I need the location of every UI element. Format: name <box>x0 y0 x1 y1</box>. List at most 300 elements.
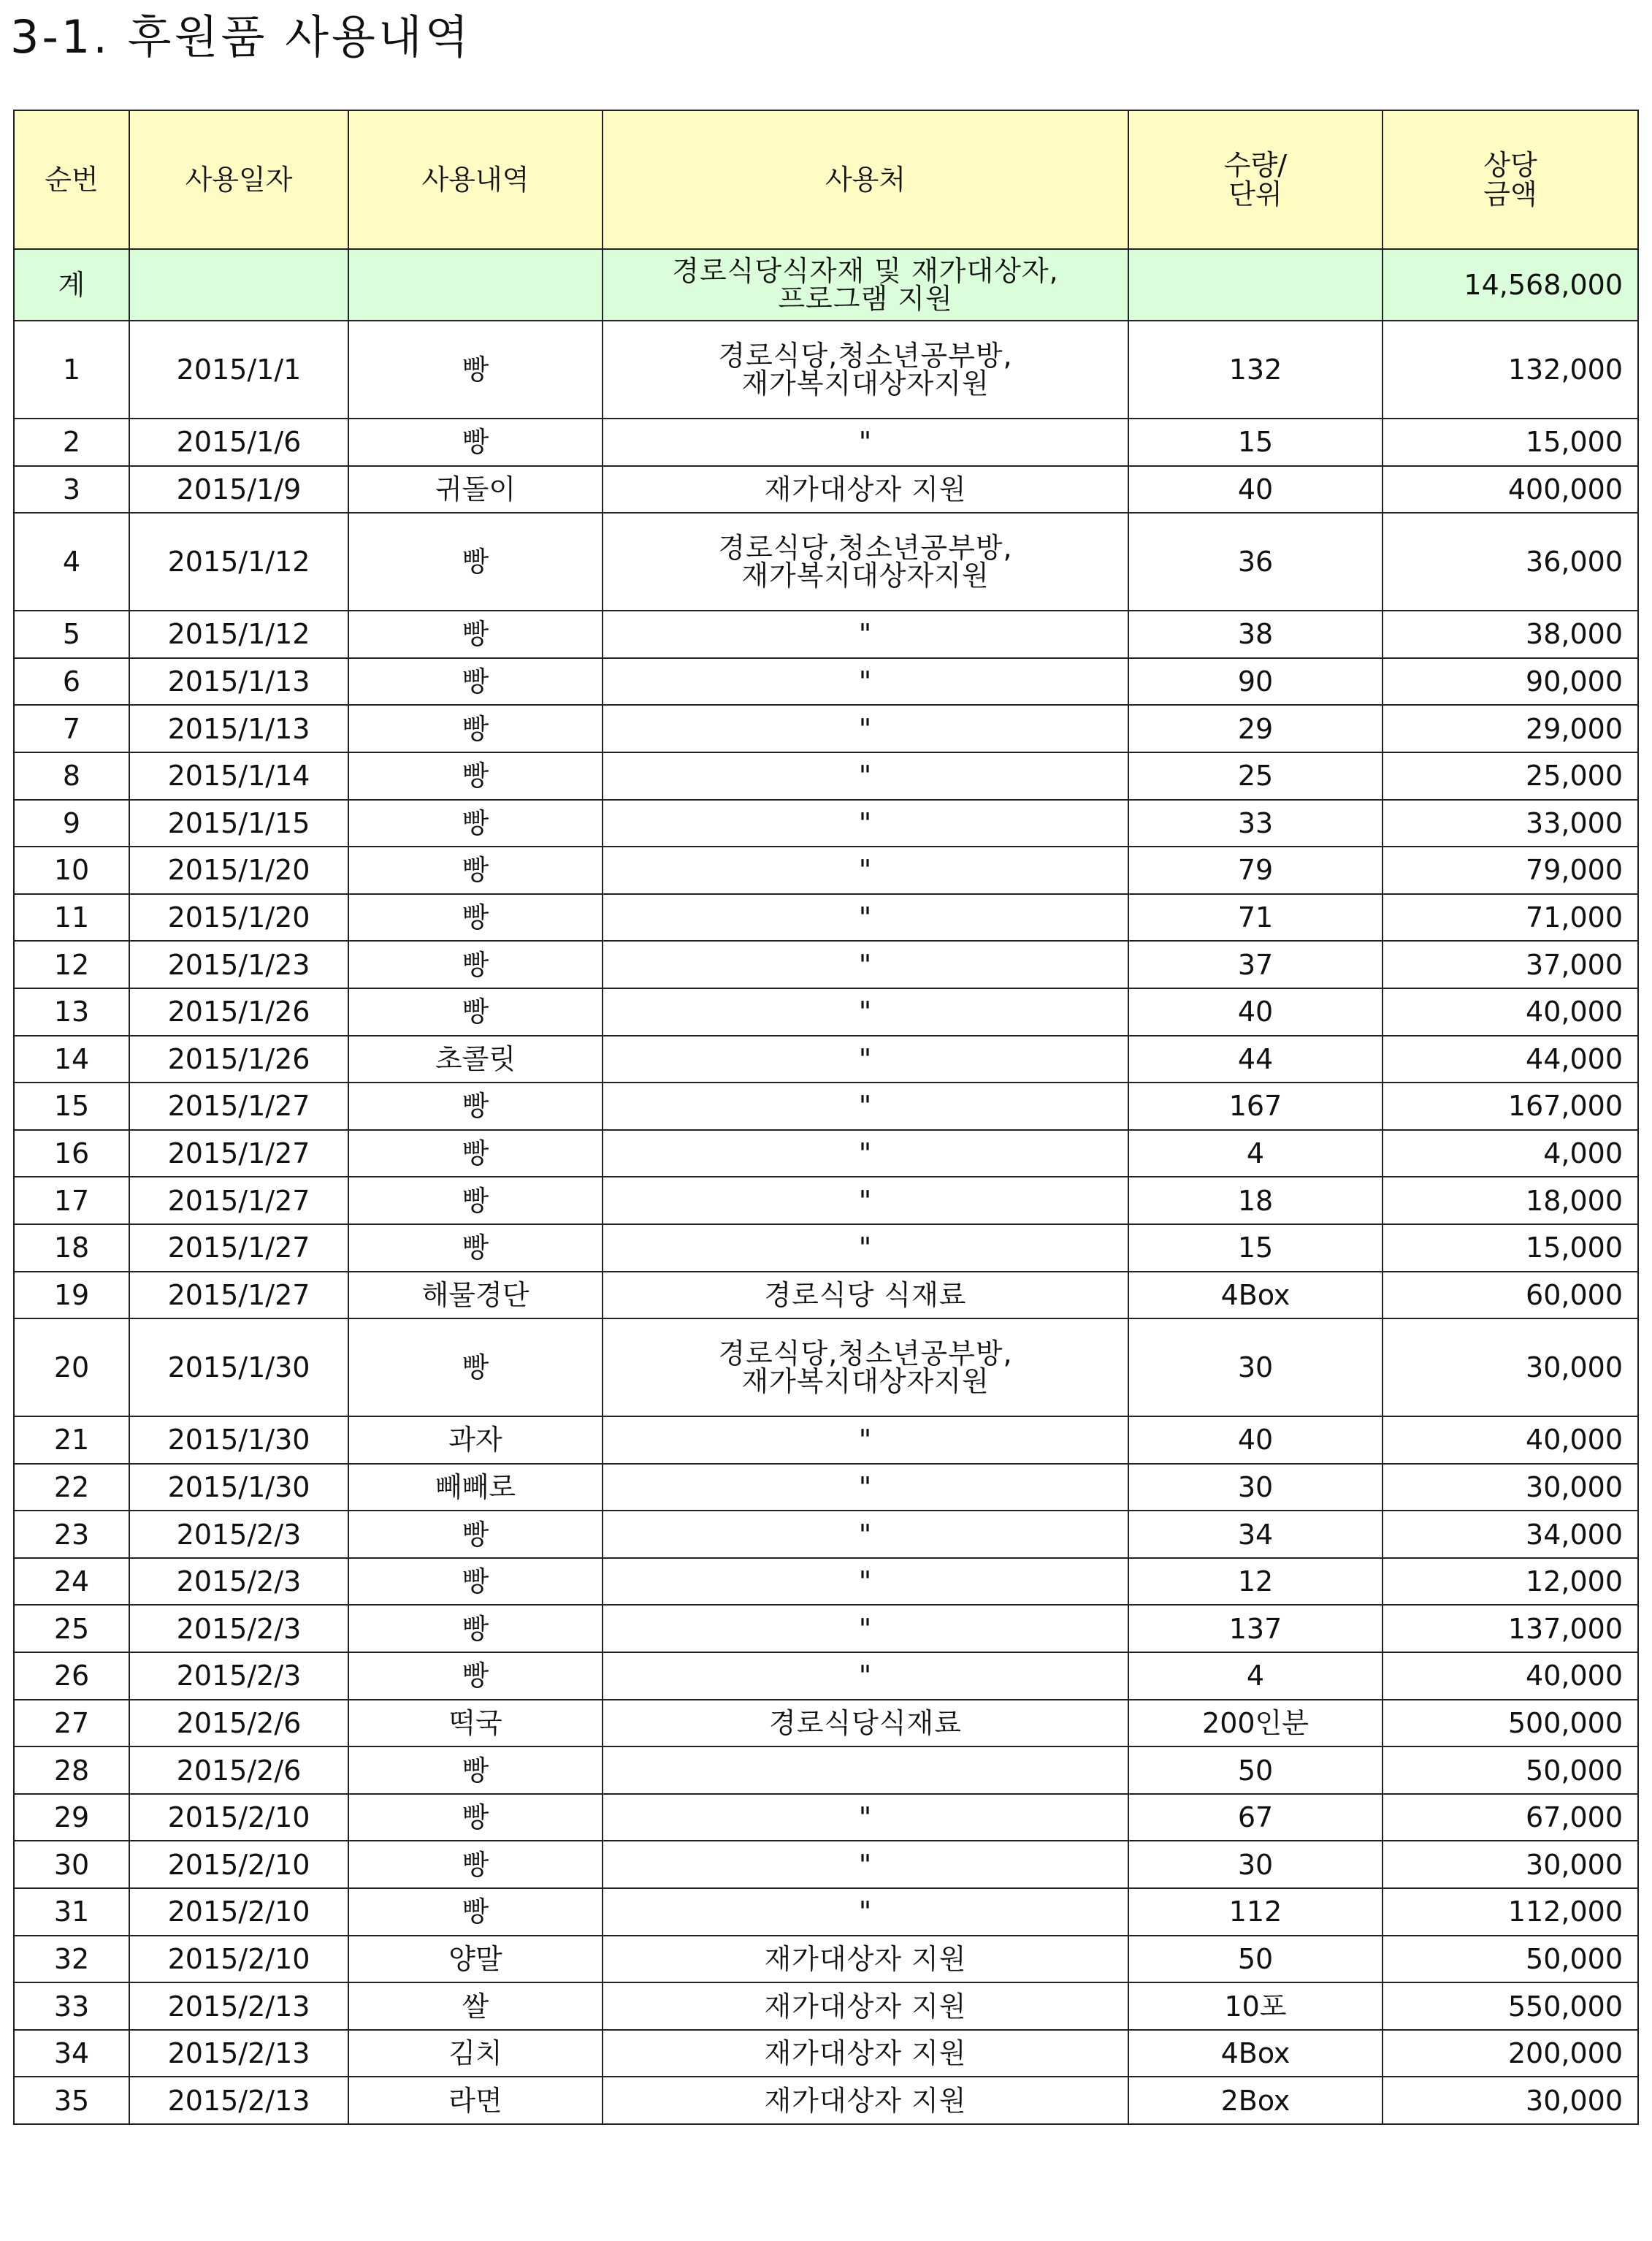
table-row <box>14 1177 1638 1224</box>
row-no: 13 <box>14 988 129 1036</box>
row-item: 빵 <box>348 419 603 466</box>
row-date: 2015/2/3 <box>129 1605 348 1652</box>
table-row <box>14 1746 1638 1794</box>
table-row <box>14 1318 1638 1416</box>
row-no: 21 <box>14 1416 129 1464</box>
total-place <box>603 249 1128 321</box>
row-no: 18 <box>14 1224 129 1272</box>
row-amount: 50,000 <box>1383 1746 1638 1794</box>
header-item: 사용내역 <box>348 110 603 249</box>
row-item: 빵 <box>348 1888 603 1936</box>
row-amount: 90,000 <box>1383 658 1638 706</box>
row-item: 빵 <box>348 1130 603 1177</box>
table-row <box>14 847 1638 894</box>
row-item: 빵 <box>348 1605 603 1652</box>
row-amount: 50,000 <box>1383 1936 1638 1983</box>
row-date: 2015/1/27 <box>129 1224 348 1272</box>
row-qty: 25 <box>1128 752 1383 800</box>
row-item: 빵 <box>348 513 603 611</box>
row-no: 16 <box>14 1130 129 1177</box>
row-place <box>603 1177 1128 1224</box>
row-no: 17 <box>14 1177 129 1224</box>
row-amount: 167,000 <box>1383 1083 1638 1130</box>
row-no: 34 <box>14 2030 129 2077</box>
row-no: 11 <box>14 894 129 942</box>
row-amount: 79,000 <box>1383 847 1638 894</box>
page-title: 3-1. 후원품 사용내역 <box>10 10 472 64</box>
table-row <box>14 1511 1638 1558</box>
row-qty: 36 <box>1128 513 1383 611</box>
row-item: 빵 <box>348 847 603 894</box>
row-place-line1: 재가대상자 지원 <box>764 473 967 505</box>
header-qty-line1: 수량/ <box>1223 149 1288 181</box>
row-date: 2015/1/26 <box>129 988 348 1036</box>
row-place <box>603 466 1128 514</box>
row-amount: 30,000 <box>1383 2077 1638 2124</box>
row-qty: 137 <box>1128 1605 1383 1652</box>
row-place <box>603 2030 1128 2077</box>
row-place-line1: " <box>858 1470 873 1503</box>
row-place <box>603 658 1128 706</box>
row-place-line1: " <box>858 1660 873 1692</box>
row-qty: 40 <box>1128 988 1383 1036</box>
row-date: 2015/2/6 <box>129 1700 348 1747</box>
row-amount: 40,000 <box>1383 1416 1638 1464</box>
row-no: 20 <box>14 1318 129 1416</box>
total-place-line2: 프로그램 지원 <box>778 283 953 315</box>
row-place-line1: " <box>858 665 873 698</box>
row-date: 2015/1/30 <box>129 1416 348 1464</box>
header-amount-line2: 금액 <box>1483 178 1537 210</box>
table-row <box>14 1416 1638 1464</box>
row-place <box>603 941 1128 988</box>
row-qty: 4 <box>1128 1652 1383 1700</box>
total-date-empty <box>129 249 348 321</box>
row-place-line1: " <box>858 1232 873 1264</box>
table-row <box>14 800 1638 847</box>
row-place <box>603 1888 1128 1936</box>
row-amount: 12,000 <box>1383 1558 1638 1606</box>
row-date: 2015/2/13 <box>129 1982 348 2030</box>
row-amount: 30,000 <box>1383 1318 1638 1416</box>
row-place-line1: " <box>858 426 873 459</box>
table-row <box>14 1888 1638 1936</box>
row-no: 12 <box>14 941 129 988</box>
row-place-line1: " <box>858 712 873 745</box>
row-no: 31 <box>14 1888 129 1936</box>
header-date: 사용일자 <box>129 110 348 249</box>
table-row <box>14 321 1638 419</box>
table-row <box>14 466 1638 514</box>
donation-usage-table <box>13 110 1639 2125</box>
total-qty-empty <box>1128 249 1383 321</box>
row-place-line1: " <box>858 1612 873 1645</box>
row-place-line1: " <box>858 1518 873 1551</box>
row-no: 6 <box>14 658 129 706</box>
row-no: 2 <box>14 419 129 466</box>
row-place-line1: 경로식당,청소년공부방, <box>718 1337 1013 1370</box>
row-qty: 15 <box>1128 1224 1383 1272</box>
row-amount: 67,000 <box>1383 1794 1638 1841</box>
row-place <box>603 988 1128 1036</box>
row-no: 30 <box>14 1841 129 1888</box>
row-no: 9 <box>14 800 129 847</box>
row-qty: 4Box <box>1128 2030 1383 2077</box>
row-place-line2: 재가복지대상자지원 <box>741 367 990 400</box>
row-no: 26 <box>14 1652 129 1700</box>
row-place <box>603 1224 1128 1272</box>
row-place <box>603 1652 1128 1700</box>
row-qty: 2Box <box>1128 2077 1383 2124</box>
row-place-line1: 재가대상자 지원 <box>764 2084 967 2117</box>
row-amount: 4,000 <box>1383 1130 1638 1177</box>
row-place <box>603 1746 1128 1794</box>
table-row <box>14 1605 1638 1652</box>
table-row <box>14 1272 1638 1319</box>
row-qty: 38 <box>1128 611 1383 658</box>
row-place <box>603 1700 1128 1747</box>
table-row <box>14 705 1638 752</box>
row-place-line1: " <box>858 1090 873 1123</box>
row-qty: 18 <box>1128 1177 1383 1224</box>
row-place-line1: " <box>858 1184 873 1217</box>
row-item: 빵 <box>348 1841 603 1888</box>
row-item: 라면 <box>348 2077 603 2124</box>
row-place-line1: 경로식당,청소년공부방, <box>718 532 1013 565</box>
table-row <box>14 1036 1638 1083</box>
row-qty: 37 <box>1128 941 1383 988</box>
table-row <box>14 941 1638 988</box>
table-row <box>14 2077 1638 2124</box>
row-qty: 200인분 <box>1128 1700 1383 1747</box>
table-row <box>14 2030 1638 2077</box>
row-amount: 38,000 <box>1383 611 1638 658</box>
row-qty: 90 <box>1128 658 1383 706</box>
header-row <box>14 110 1638 249</box>
row-date: 2015/1/23 <box>129 941 348 988</box>
row-no: 14 <box>14 1036 129 1083</box>
row-item: 빵 <box>348 321 603 419</box>
row-qty: 50 <box>1128 1936 1383 1983</box>
row-date: 2015/2/10 <box>129 1936 348 1983</box>
row-place-line1: 재가대상자 지원 <box>764 1942 967 1975</box>
row-place <box>603 847 1128 894</box>
row-no: 4 <box>14 513 129 611</box>
row-date: 2015/1/13 <box>129 705 348 752</box>
row-place <box>603 1982 1128 2030</box>
row-amount: 112,000 <box>1383 1888 1638 1936</box>
row-item: 빵 <box>348 752 603 800</box>
total-place-line1: 경로식당식자재 및 재가대상자, <box>672 255 1059 287</box>
total-row <box>14 249 1638 321</box>
table-row <box>14 1558 1638 1606</box>
table-row <box>14 658 1638 706</box>
row-item: 빵 <box>348 800 603 847</box>
row-date: 2015/1/12 <box>129 513 348 611</box>
table-row <box>14 1130 1638 1177</box>
row-item: 해물경단 <box>348 1272 603 1319</box>
row-amount: 30,000 <box>1383 1841 1638 1888</box>
row-item: 빵 <box>348 658 603 706</box>
table-row <box>14 752 1638 800</box>
total-item-empty <box>348 249 603 321</box>
table-row <box>14 894 1638 942</box>
row-item: 빵 <box>348 1083 603 1130</box>
row-amount: 34,000 <box>1383 1511 1638 1558</box>
row-place <box>603 800 1128 847</box>
row-place-line1: " <box>858 1137 873 1170</box>
row-date: 2015/1/27 <box>129 1177 348 1224</box>
row-place-line1: " <box>858 1042 873 1075</box>
row-amount: 30,000 <box>1383 1464 1638 1511</box>
row-place <box>603 1318 1128 1416</box>
row-date: 2015/1/13 <box>129 658 348 706</box>
header-no: 순번 <box>14 110 129 249</box>
row-item: 떡국 <box>348 1700 603 1747</box>
row-amount: 137,000 <box>1383 1605 1638 1652</box>
row-date: 2015/2/3 <box>129 1652 348 1700</box>
table-row <box>14 1083 1638 1130</box>
table-row <box>14 1794 1638 1841</box>
row-date: 2015/1/15 <box>129 800 348 847</box>
row-date: 2015/1/20 <box>129 894 348 942</box>
row-place <box>603 1511 1128 1558</box>
row-date: 2015/2/10 <box>129 1841 348 1888</box>
total-amount: 14,568,000 <box>1383 249 1638 321</box>
row-place-line2: 재가복지대상자지원 <box>741 1365 990 1398</box>
row-date: 2015/1/26 <box>129 1036 348 1083</box>
row-qty: 30 <box>1128 1841 1383 1888</box>
table-row <box>14 611 1638 658</box>
row-place <box>603 1272 1128 1319</box>
row-amount: 40,000 <box>1383 988 1638 1036</box>
row-place <box>603 419 1128 466</box>
row-qty: 71 <box>1128 894 1383 942</box>
row-qty: 44 <box>1128 1036 1383 1083</box>
row-place <box>603 1416 1128 1464</box>
row-no: 25 <box>14 1605 129 1652</box>
row-date: 2015/1/30 <box>129 1464 348 1511</box>
row-qty: 33 <box>1128 800 1383 847</box>
row-no: 33 <box>14 1982 129 2030</box>
row-place-line1: " <box>858 1896 873 1928</box>
row-amount: 36,000 <box>1383 513 1638 611</box>
row-place-line1: " <box>858 948 873 981</box>
row-amount: 33,000 <box>1383 800 1638 847</box>
row-place <box>603 752 1128 800</box>
row-place-line1: " <box>858 618 873 651</box>
row-amount: 18,000 <box>1383 1177 1638 1224</box>
row-amount: 200,000 <box>1383 2030 1638 2077</box>
row-no: 24 <box>14 1558 129 1606</box>
row-no: 15 <box>14 1083 129 1130</box>
row-amount: 40,000 <box>1383 1652 1638 1700</box>
row-qty: 132 <box>1128 321 1383 419</box>
row-qty: 40 <box>1128 466 1383 514</box>
row-place <box>603 1083 1128 1130</box>
row-item: 빼빼로 <box>348 1464 603 1511</box>
table-row <box>14 988 1638 1036</box>
row-amount: 60,000 <box>1383 1272 1638 1319</box>
row-item: 빵 <box>348 611 603 658</box>
row-place <box>603 1794 1128 1841</box>
row-place-line1: 재가대상자 지원 <box>764 2037 967 2070</box>
row-qty: 30 <box>1128 1318 1383 1416</box>
row-date: 2015/1/1 <box>129 321 348 419</box>
row-place-line1: " <box>858 1424 873 1457</box>
row-place-line2: 재가복지대상자지원 <box>741 560 990 592</box>
row-date: 2015/2/3 <box>129 1558 348 1606</box>
row-no: 5 <box>14 611 129 658</box>
row-item: 빵 <box>348 941 603 988</box>
row-place-line1: " <box>858 901 873 934</box>
row-item: 빵 <box>348 894 603 942</box>
header-qty <box>1128 110 1383 249</box>
row-place <box>603 1464 1128 1511</box>
row-item: 빵 <box>348 1652 603 1700</box>
row-amount: 550,000 <box>1383 1982 1638 2030</box>
row-date: 2015/1/27 <box>129 1083 348 1130</box>
row-date: 2015/2/6 <box>129 1746 348 1794</box>
row-place-line1: 경로식당식재료 <box>769 1706 962 1739</box>
row-qty: 79 <box>1128 847 1383 894</box>
row-date: 2015/2/13 <box>129 2030 348 2077</box>
row-qty: 167 <box>1128 1083 1383 1130</box>
row-no: 28 <box>14 1746 129 1794</box>
table-row <box>14 1982 1638 2030</box>
header-amount-line1: 상당 <box>1483 149 1537 181</box>
header-qty-line2: 단위 <box>1228 178 1282 210</box>
row-item: 빵 <box>348 1558 603 1606</box>
row-date: 2015/1/30 <box>129 1318 348 1416</box>
row-qty: 4Box <box>1128 1272 1383 1319</box>
row-no: 29 <box>14 1794 129 1841</box>
row-place <box>603 1558 1128 1606</box>
row-place-line1: 경로식당 식재료 <box>764 1278 967 1311</box>
row-no: 35 <box>14 2077 129 2124</box>
table-row <box>14 1936 1638 1983</box>
table-row <box>14 1652 1638 1700</box>
row-qty: 112 <box>1128 1888 1383 1936</box>
row-place <box>603 513 1128 611</box>
row-place <box>603 705 1128 752</box>
row-date: 2015/2/13 <box>129 2077 348 2124</box>
row-place <box>603 321 1128 419</box>
row-qty: 12 <box>1128 1558 1383 1606</box>
row-amount: 25,000 <box>1383 752 1638 800</box>
row-item: 과자 <box>348 1416 603 1464</box>
row-no: 23 <box>14 1511 129 1558</box>
row-date: 2015/1/9 <box>129 466 348 514</box>
row-place <box>603 894 1128 942</box>
table-row <box>14 513 1638 611</box>
row-no: 8 <box>14 752 129 800</box>
row-date: 2015/1/12 <box>129 611 348 658</box>
row-place <box>603 2077 1128 2124</box>
row-qty: 30 <box>1128 1464 1383 1511</box>
row-amount: 29,000 <box>1383 705 1638 752</box>
row-qty: 67 <box>1128 1794 1383 1841</box>
row-date: 2015/1/6 <box>129 419 348 466</box>
row-place <box>603 1605 1128 1652</box>
row-place <box>603 1036 1128 1083</box>
row-amount: 500,000 <box>1383 1700 1638 1747</box>
row-qty: 4 <box>1128 1130 1383 1177</box>
row-date: 2015/2/3 <box>129 1511 348 1558</box>
row-item: 빵 <box>348 988 603 1036</box>
row-item: 귀돌이 <box>348 466 603 514</box>
row-date: 2015/1/27 <box>129 1272 348 1319</box>
row-item: 빵 <box>348 1224 603 1272</box>
row-place <box>603 611 1128 658</box>
table-row <box>14 1464 1638 1511</box>
row-item: 빵 <box>348 1318 603 1416</box>
row-no: 10 <box>14 847 129 894</box>
row-place-line1: " <box>858 1801 873 1834</box>
row-qty: 34 <box>1128 1511 1383 1558</box>
row-qty: 40 <box>1128 1416 1383 1464</box>
row-item: 쌀 <box>348 1982 603 2030</box>
row-place-line1: " <box>858 854 873 887</box>
row-place-line1: 경로식당,청소년공부방, <box>718 340 1013 372</box>
row-qty: 10포 <box>1128 1982 1383 2030</box>
row-date: 2015/2/10 <box>129 1888 348 1936</box>
row-date: 2015/1/14 <box>129 752 348 800</box>
row-place <box>603 1130 1128 1177</box>
table-row <box>14 1700 1638 1747</box>
row-item: 김치 <box>348 2030 603 2077</box>
row-item: 빵 <box>348 1177 603 1224</box>
row-no: 22 <box>14 1464 129 1511</box>
row-item: 빵 <box>348 1511 603 1558</box>
row-amount: 15,000 <box>1383 419 1638 466</box>
header-place: 사용처 <box>603 110 1128 249</box>
row-qty: 50 <box>1128 1746 1383 1794</box>
row-no: 32 <box>14 1936 129 1983</box>
row-place-line1: " <box>858 996 873 1028</box>
row-place <box>603 1841 1128 1888</box>
row-qty: 15 <box>1128 419 1383 466</box>
header-amount <box>1383 110 1638 249</box>
row-place-line1: " <box>858 1848 873 1881</box>
row-amount: 71,000 <box>1383 894 1638 942</box>
row-amount: 44,000 <box>1383 1036 1638 1083</box>
row-place-line1: 재가대상자 지원 <box>764 1990 967 2023</box>
total-label: 계 <box>14 249 129 321</box>
row-no: 7 <box>14 705 129 752</box>
row-item: 빵 <box>348 1794 603 1841</box>
row-amount: 400,000 <box>1383 466 1638 514</box>
row-item: 빵 <box>348 1746 603 1794</box>
row-item: 양말 <box>348 1936 603 1983</box>
row-qty: 29 <box>1128 705 1383 752</box>
row-place-line1: " <box>858 806 873 839</box>
row-place <box>603 1936 1128 1983</box>
table-row <box>14 1841 1638 1888</box>
row-amount: 15,000 <box>1383 1224 1638 1272</box>
table-row <box>14 419 1638 466</box>
row-item: 빵 <box>348 705 603 752</box>
row-no: 27 <box>14 1700 129 1747</box>
row-place-line1: " <box>858 760 873 793</box>
row-amount: 37,000 <box>1383 941 1638 988</box>
row-date: 2015/1/27 <box>129 1130 348 1177</box>
row-no: 1 <box>14 321 129 419</box>
row-place-line1: " <box>858 1565 873 1598</box>
table-row <box>14 1224 1638 1272</box>
row-no: 3 <box>14 466 129 514</box>
row-amount: 132,000 <box>1383 321 1638 419</box>
